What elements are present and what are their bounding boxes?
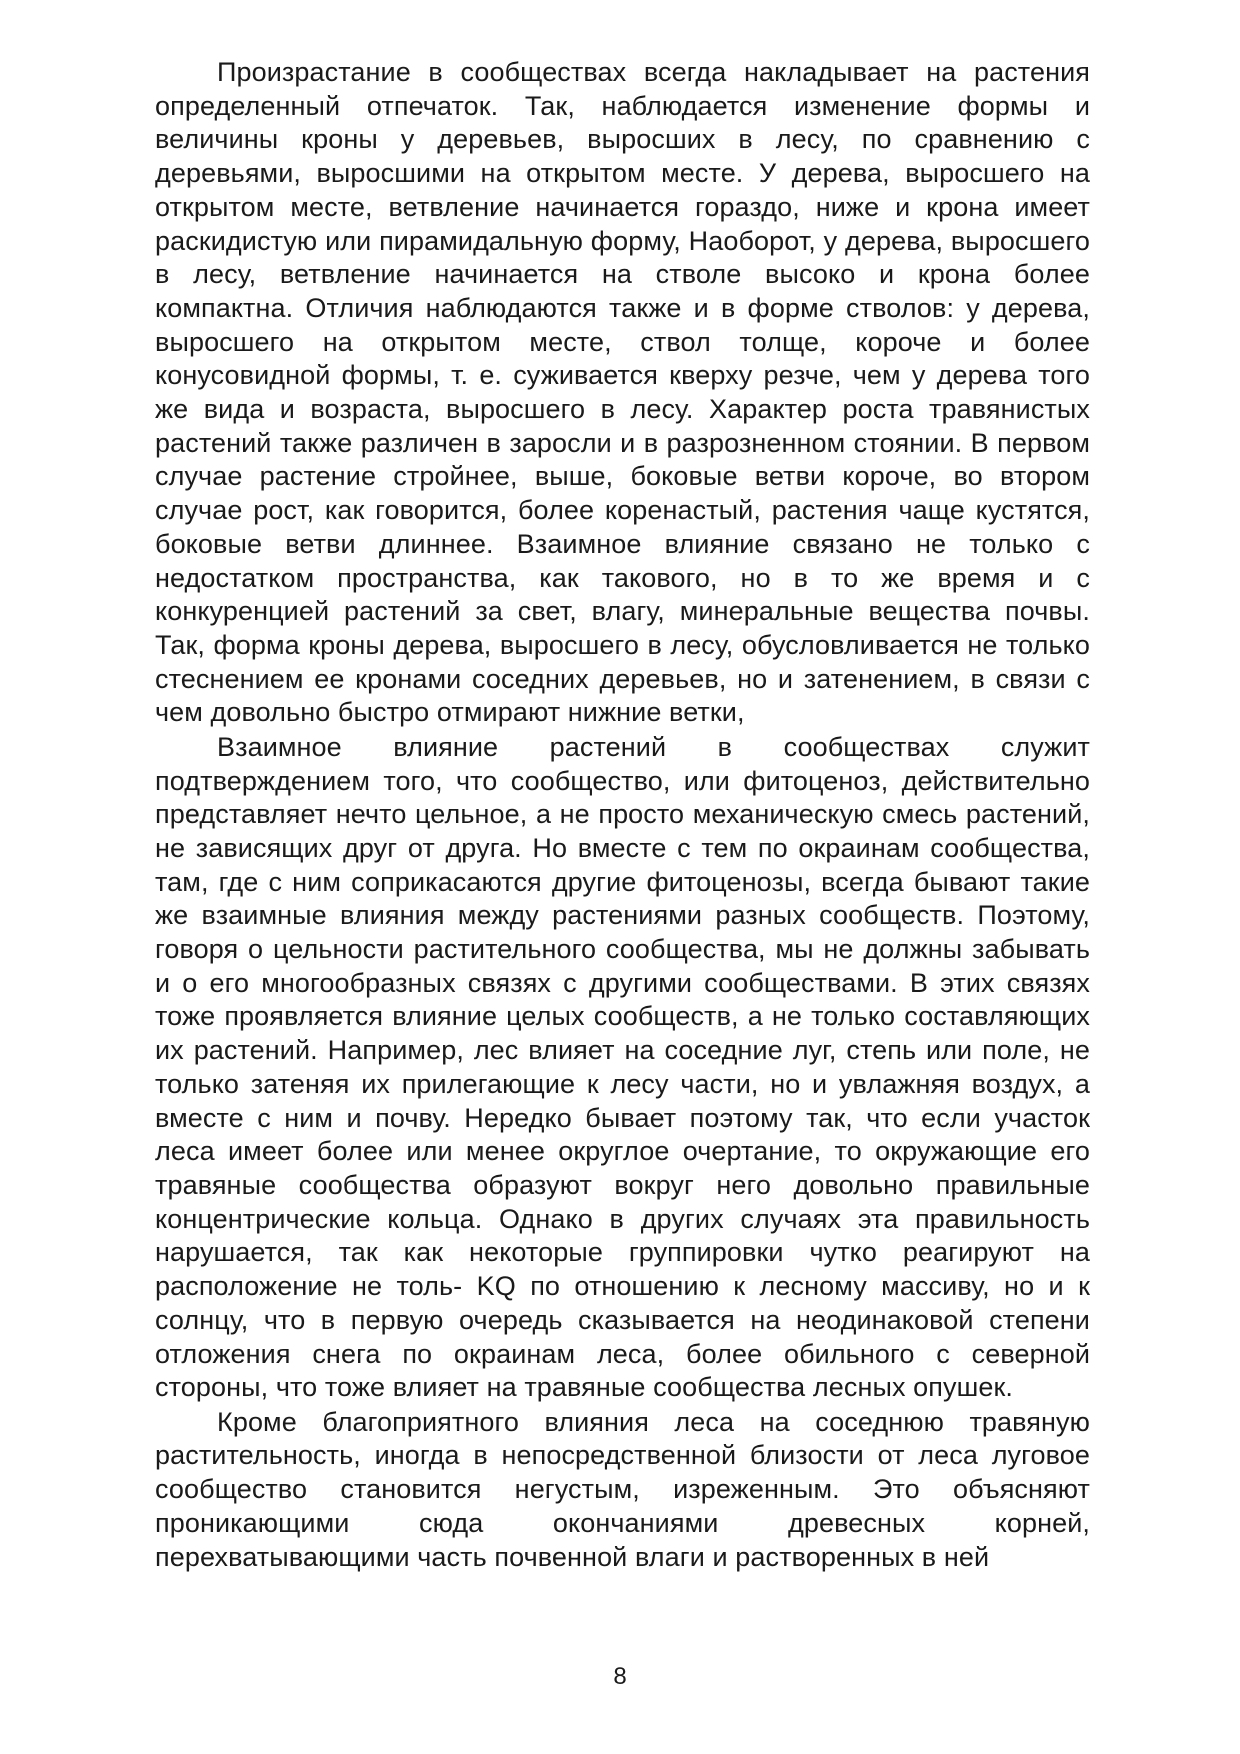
paragraph-2: Взаимное влияние растений в сообществах служит подтверждением того, что сообщество, или фитоценоз, действительно представляет нечто цельное, а не просто механическую смесь растений, не зависящих друг от друга. Но вместе с тем по окраинам сообщества, там, где с ним соприкасаются другие фитоценозы, всегда бывают такие же взаимные влияния между растениями разных сообществ. Поэтому, говоря о цельности растительного сообщества, мы не должны забывать и о его многообразных связях с другими сообществами. В этих связях тоже проявляется влияние целых сообществ, а не только составляющих их растений. Например, лес влияет на соседние луг, степь или поле, не только затеняя их прилегающие к лесу части, но и увлажняя воздух, а вместе с ним и почву. Нередко бывает поэтому так, что если участок леса имеет более или менее округлое очертание, то окружающие его травяные сообщества образуют вокруг него довольно правильные концентрические кольца. Однако в других случаях эта правильность нарушается, так как некоторые группировки чутко реагируют на расположение не толь- KQ по отношению к лесному массиву, но и к солнцу, что в первую очередь сказывается на неодинаковой степени отложения снега по окраинам леса, более обильного с северной стороны, что тоже влияет на травяные сообщества лесных опушек. bbox=[155, 731, 1090, 1403]
paragraph-1: Произрастание в сообществах всегда накладывает на растения определенный отпечаток. Так, наблюдается изменение формы и величины кроны у деревьев, выросших в лесу, по сравнению с деревьями, выросшими на открытом месте. У дерева, выросшего на открытом месте, ветвление начинается гораздо, ниже и крона имеет раскидистую или пирамидальную форму, Наоборот, у дерева, выросшего в лесу, ветвление начинается на стволе высоко и крона более компактна. Отличия наблюдаются также и в форме стволов: у дерева, выросшего на открытом месте, ствол толще, короче и более конусовидной формы, т. е. суживается кверху резче, чем у дерева того же вида и возраста, выросшего в лесу. Характер роста травянистых растений также различен в заросли и в разрозненном стоянии. В первом случае растение стройнее, выше, боковые ветви короче, во втором случае рост, как говорится, более коренастый, растения чаще кустятся, боковые ветви длиннее. Взаимное влияние связано не только с недостатком пространства, как такового, но в то же время и с конкуренцией растений за свет, влагу, минеральные вещества почвы. Так, форма кроны дерева, выросшего в лесу, обусловливается не только стеснением ее кронами соседних деревьев, но и затенением, в связи с чем довольно быстро отмирают нижние ветки, bbox=[155, 57, 1090, 728]
body-text bbox=[155, 56, 1090, 1574]
paragraph-3: Кроме благоприятного влияния леса на соседнюю травяную растительность, иногда в непосредственной близости от леса луговое сообщество становится негустым, изреженным. Это объясняют проникающими сюда окончаниями древесных корней, перехватывающими часть почвенной влаги и растворенных в ней bbox=[155, 1406, 1090, 1572]
page-number: 8 bbox=[613, 1663, 627, 1690]
